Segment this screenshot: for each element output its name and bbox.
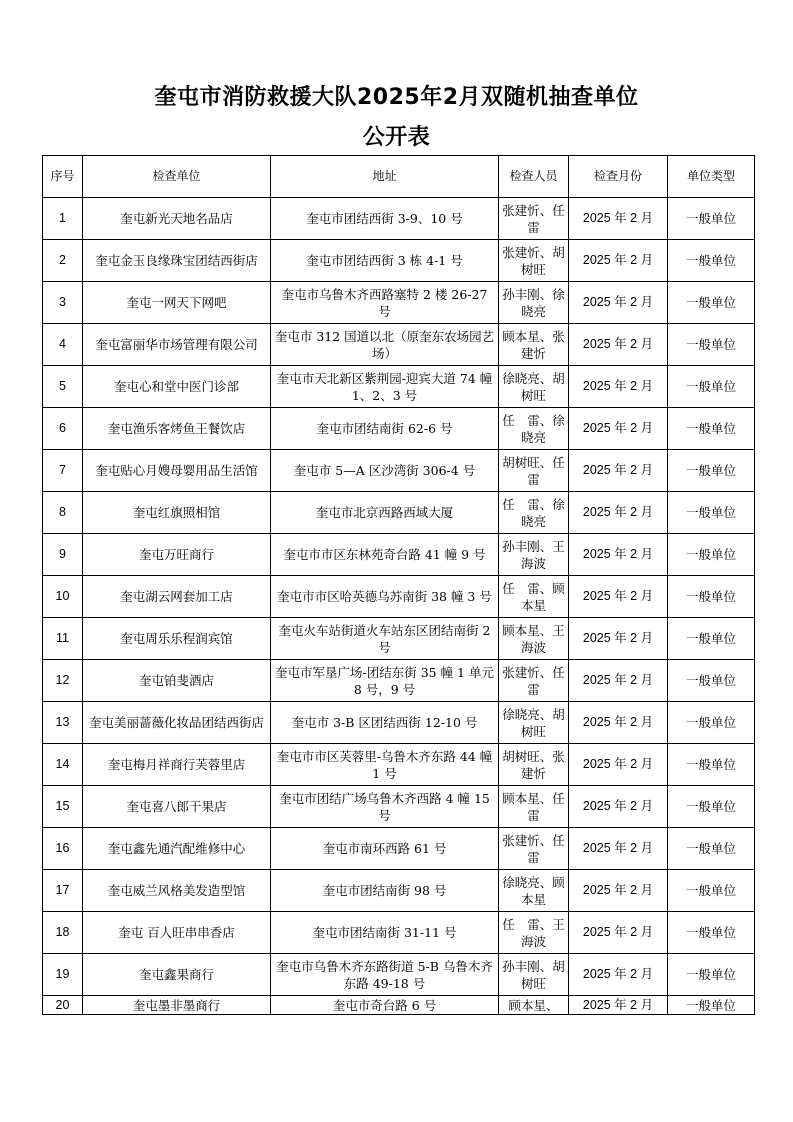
cell-type: 一般单位	[668, 408, 755, 450]
table-row	[43, 534, 755, 576]
cell-no: 1	[43, 198, 83, 240]
cell-type: 一般单位	[668, 618, 755, 660]
cell-type: 一般单位	[668, 870, 755, 912]
cell-month: 2025 年 2 月	[569, 240, 668, 282]
table-row	[43, 828, 755, 870]
cell-type: 一般单位	[668, 450, 755, 492]
table-row	[43, 576, 755, 618]
cell-no: 5	[43, 366, 83, 408]
table-row	[43, 954, 755, 996]
cell-address: 奎屯市团结广场乌鲁木齐西路 4 幢 15 号	[271, 786, 499, 828]
cell-type: 一般单位	[668, 324, 755, 366]
table-row	[43, 282, 755, 324]
cell-address: 奎屯市 5—A 区沙湾街 306-4 号	[271, 450, 499, 492]
cell-no: 4	[43, 324, 83, 366]
cell-inspectors: 徐晓亮、胡树旺	[499, 366, 569, 408]
cell-no: 18	[43, 912, 83, 954]
cell-unit: 奎屯红旗照相馆	[83, 492, 271, 534]
cell-type: 一般单位	[668, 576, 755, 618]
cell-address: 奎屯市北京西路西域大厦	[271, 492, 499, 534]
cell-inspectors: 顾本星、任 雷	[499, 786, 569, 828]
cell-type: 一般单位	[668, 534, 755, 576]
cell-no: 8	[43, 492, 83, 534]
cell-inspectors: 张建忻、胡树旺	[499, 240, 569, 282]
cell-no: 13	[43, 702, 83, 744]
cell-month: 2025 年 2 月	[569, 660, 668, 702]
cell-unit: 奎屯新光天地名品店	[83, 198, 271, 240]
header-address: 地址	[271, 156, 499, 198]
cell-month: 2025 年 2 月	[569, 912, 668, 954]
cell-inspectors: 孙丰刚、王海波	[499, 534, 569, 576]
cell-inspectors: 任 雷、徐晓亮	[499, 408, 569, 450]
page-title: 奎屯市消防救援大队2025年2月双随机抽查单位	[154, 85, 639, 110]
cell-no: 15	[43, 786, 83, 828]
header-inspectors: 检查人员	[499, 156, 569, 198]
cell-unit: 奎屯梅月祥商行芙蓉里店	[83, 744, 271, 786]
inspection-table	[42, 155, 755, 1015]
cell-no: 7	[43, 450, 83, 492]
table-row	[43, 744, 755, 786]
cell-inspectors: 顾本星、	[499, 996, 569, 1015]
table-row	[43, 492, 755, 534]
cell-month: 2025 年 2 月	[569, 702, 668, 744]
cell-unit: 奎屯周乐乐程润宾馆	[83, 618, 271, 660]
cell-unit: 奎屯万旺商行	[83, 534, 271, 576]
cell-no: 3	[43, 282, 83, 324]
cell-unit: 奎屯湖云网套加工店	[83, 576, 271, 618]
table-row	[43, 660, 755, 702]
table-row	[43, 786, 755, 828]
cell-no: 11	[43, 618, 83, 660]
cell-address: 奎屯市乌鲁木齐东路街道 5-B 乌鲁木齐东路 49-18 号	[271, 954, 499, 996]
cell-inspectors: 任 雷、徐晓亮	[499, 492, 569, 534]
cell-unit: 奎屯美丽蔷薇化妆品团结西街店	[83, 702, 271, 744]
cell-unit: 奎屯 百人旺串串香店	[83, 912, 271, 954]
cell-month: 2025 年 2 月	[569, 828, 668, 870]
cell-unit: 奎屯富丽华市场管理有限公司	[83, 324, 271, 366]
cell-unit: 奎屯心和堂中医门诊部	[83, 366, 271, 408]
cell-type: 一般单位	[668, 366, 755, 408]
cell-type: 一般单位	[668, 828, 755, 870]
cell-inspectors: 孙丰刚、胡树旺	[499, 954, 569, 996]
page-subtitle: 公开表	[362, 125, 431, 150]
cell-address: 奎屯市团结南街 31-11 号	[271, 912, 499, 954]
cell-unit: 奎屯墨非墨商行	[83, 996, 271, 1015]
table-row	[43, 618, 755, 660]
cell-no: 14	[43, 744, 83, 786]
header-unit: 检查单位	[83, 156, 271, 198]
cell-month: 2025 年 2 月	[569, 534, 668, 576]
cell-month: 2025 年 2 月	[569, 198, 668, 240]
cell-address: 奎屯市 312 国道以北（原奎东农场园艺场）	[271, 324, 499, 366]
table-header-row	[43, 156, 755, 198]
table-row	[43, 996, 755, 1015]
cell-inspectors: 徐晓亮、胡树旺	[499, 702, 569, 744]
cell-month: 2025 年 2 月	[569, 408, 668, 450]
cell-inspectors: 任 雷、王海波	[499, 912, 569, 954]
cell-month: 2025 年 2 月	[569, 954, 668, 996]
cell-type: 一般单位	[668, 492, 755, 534]
cell-type: 一般单位	[668, 198, 755, 240]
cell-inspectors: 任 雷、顾本星	[499, 576, 569, 618]
cell-unit: 奎屯渔乐客烤鱼王餐饮店	[83, 408, 271, 450]
cell-address: 奎屯市团结西街 3-9、10 号	[271, 198, 499, 240]
cell-no: 2	[43, 240, 83, 282]
cell-unit: 奎屯金玉良缘珠宝团结西街店	[83, 240, 271, 282]
header-no: 序号	[43, 156, 83, 198]
cell-no: 19	[43, 954, 83, 996]
cell-address: 奎屯市团结西街 3 栋 4-1 号	[271, 240, 499, 282]
cell-inspectors: 胡树旺、任 雷	[499, 450, 569, 492]
cell-address: 奎屯市奇台路 6 号	[271, 996, 499, 1015]
cell-address: 奎屯市 3-B 区团结西街 12-10 号	[271, 702, 499, 744]
cell-no: 10	[43, 576, 83, 618]
cell-address: 奎屯市天北新区紫荆园-迎宾大道 74 幢 1、2、3 号	[271, 366, 499, 408]
cell-type: 一般单位	[668, 954, 755, 996]
cell-address: 奎屯市团结南街 98 号	[271, 870, 499, 912]
cell-month: 2025 年 2 月	[569, 324, 668, 366]
cell-inspectors: 顾本星、王海波	[499, 618, 569, 660]
cell-month: 2025 年 2 月	[569, 786, 668, 828]
cell-address: 奎屯市军垦广场-团结东街 35 幢 1 单元 8 号，9 号	[271, 660, 499, 702]
table-row	[43, 408, 755, 450]
cell-address: 奎屯市乌鲁木齐西路塞特 2 楼 26-27 号	[271, 282, 499, 324]
cell-no: 16	[43, 828, 83, 870]
table-row	[43, 702, 755, 744]
cell-address: 奎屯市市区芙蓉里-乌鲁木齐东路 44 幢 1 号	[271, 744, 499, 786]
table-body	[43, 198, 755, 1015]
cell-unit: 奎屯喜八郎干果店	[83, 786, 271, 828]
cell-month: 2025 年 2 月	[569, 576, 668, 618]
table-row	[43, 870, 755, 912]
cell-unit: 奎屯一网天下网吧	[83, 282, 271, 324]
cell-unit: 奎屯威兰风格美发造型馆	[83, 870, 271, 912]
cell-inspectors: 徐晓亮、顾本星	[499, 870, 569, 912]
cell-month: 2025 年 2 月	[569, 744, 668, 786]
header-month: 检查月份	[569, 156, 668, 198]
cell-no: 6	[43, 408, 83, 450]
table-row	[43, 198, 755, 240]
cell-address: 奎屯市市区哈英德乌苏南街 38 幢 3 号	[271, 576, 499, 618]
cell-unit: 奎屯鑫先通汽配维修中心	[83, 828, 271, 870]
cell-month: 2025 年 2 月	[569, 996, 668, 1015]
cell-type: 一般单位	[668, 786, 755, 828]
cell-type: 一般单位	[668, 240, 755, 282]
cell-type: 一般单位	[668, 912, 755, 954]
cell-unit: 奎屯鑫果商行	[83, 954, 271, 996]
cell-no: 12	[43, 660, 83, 702]
header-type: 单位类型	[668, 156, 755, 198]
cell-month: 2025 年 2 月	[569, 618, 668, 660]
cell-type: 一般单位	[668, 996, 755, 1015]
table-row	[43, 324, 755, 366]
cell-type: 一般单位	[668, 702, 755, 744]
cell-unit: 奎屯铂斐酒店	[83, 660, 271, 702]
cell-inspectors: 孙丰刚、徐晓亮	[499, 282, 569, 324]
cell-address: 奎屯市团结南街 62-6 号	[271, 408, 499, 450]
table-row	[43, 240, 755, 282]
cell-address: 奎屯市市区东林苑奇台路 41 幢 9 号	[271, 534, 499, 576]
cell-inspectors: 胡树旺、张建忻	[499, 744, 569, 786]
cell-no: 17	[43, 870, 83, 912]
cell-address: 奎屯市南环西路 61 号	[271, 828, 499, 870]
cell-type: 一般单位	[668, 744, 755, 786]
cell-inspectors: 张建忻、任 雷	[499, 198, 569, 240]
cell-inspectors: 张建忻、任 雷	[499, 828, 569, 870]
cell-month: 2025 年 2 月	[569, 366, 668, 408]
table-row	[43, 450, 755, 492]
cell-address: 奎屯火车站街道火车站东区团结南街 2 号	[271, 618, 499, 660]
cell-month: 2025 年 2 月	[569, 870, 668, 912]
cell-month: 2025 年 2 月	[569, 282, 668, 324]
cell-inspectors: 张建忻、任 雷	[499, 660, 569, 702]
table-row	[43, 912, 755, 954]
cell-type: 一般单位	[668, 660, 755, 702]
cell-month: 2025 年 2 月	[569, 450, 668, 492]
table-row	[43, 366, 755, 408]
cell-no: 20	[43, 996, 83, 1015]
cell-no: 9	[43, 534, 83, 576]
cell-type: 一般单位	[668, 282, 755, 324]
cell-month: 2025 年 2 月	[569, 492, 668, 534]
cell-inspectors: 顾本星、张建忻	[499, 324, 569, 366]
cell-unit: 奎屯贴心月嫂母婴用品生活馆	[83, 450, 271, 492]
